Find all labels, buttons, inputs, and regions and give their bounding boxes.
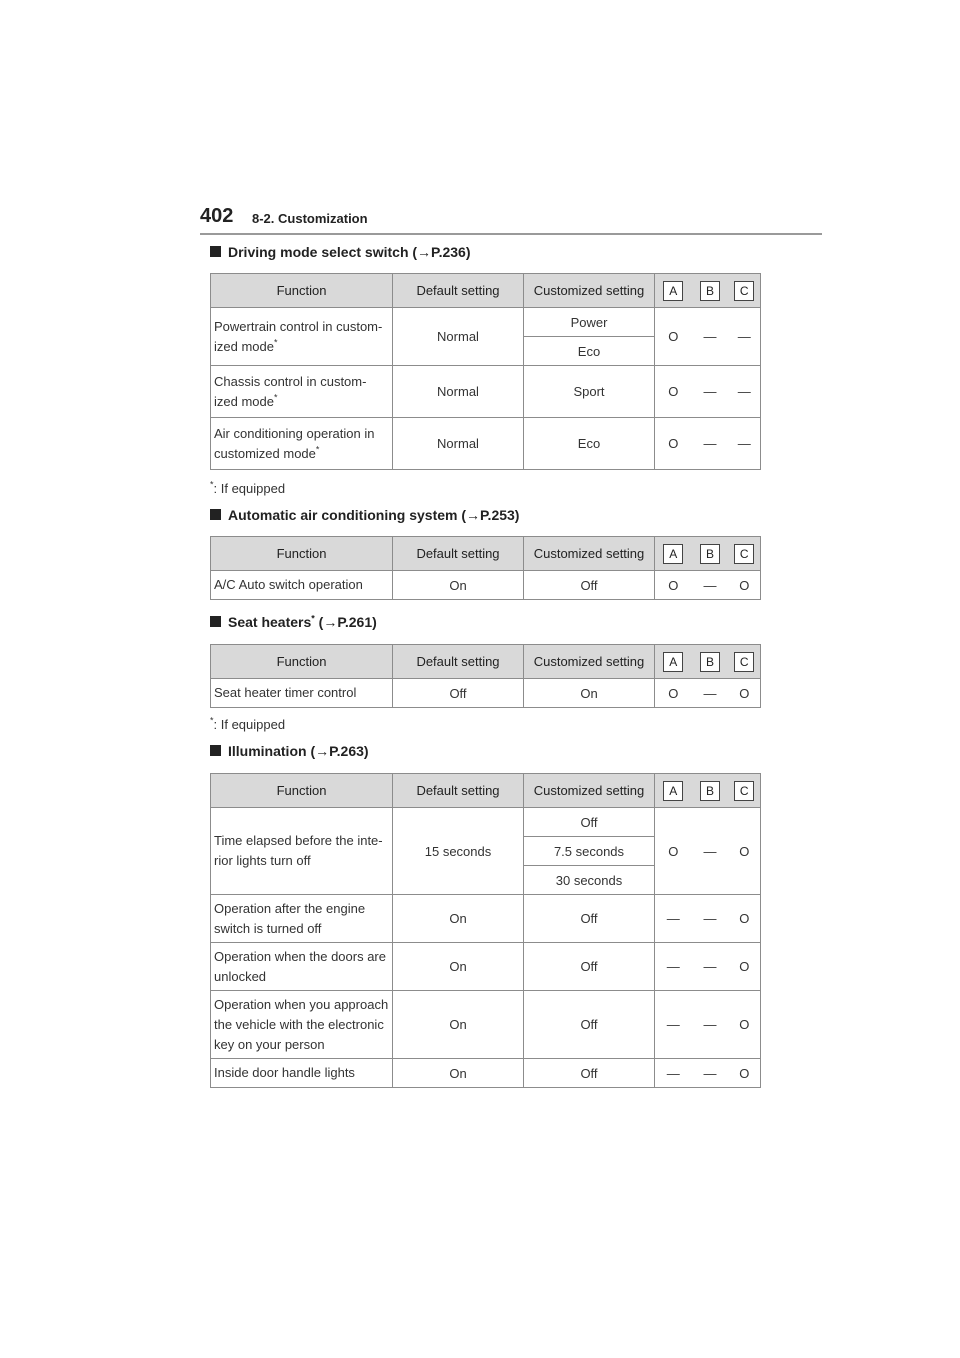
b-cell: — (692, 1059, 729, 1088)
col-custom: Customized setting (524, 774, 655, 808)
table-row (211, 895, 761, 943)
table-row (211, 808, 761, 837)
col-b-box: B (700, 281, 720, 301)
col-function: Function (211, 274, 393, 308)
col-default: Default setting (393, 774, 524, 808)
b-cell: — (692, 571, 729, 600)
col-c-box: C (734, 281, 754, 301)
default-cell: On (393, 1059, 524, 1088)
table-header-row (211, 537, 761, 571)
b-cell: — (692, 895, 729, 943)
col-b-box: B (700, 652, 720, 672)
c-cell: O (729, 571, 761, 600)
function-cell: Air conditioning operation in customized mode (214, 425, 375, 461)
function-cell: Operation after the engine switch is turned off (211, 895, 393, 943)
col-c-box: C (734, 781, 754, 801)
col-default: Default setting (393, 274, 524, 308)
col-function: Function (211, 645, 393, 679)
function-cell: Chassis control in custom-ized mode (214, 373, 367, 409)
custom-cell: Off (524, 895, 655, 943)
col-c-box: C (734, 652, 754, 672)
section-title-seat-heaters: Seat heaters* (→P.261) (210, 614, 377, 630)
col-custom: Customized setting (524, 537, 655, 571)
bullet-square-icon (210, 509, 221, 520)
custom-cell: Eco (524, 418, 655, 470)
header-rule (200, 233, 822, 235)
c-cell: — (729, 366, 761, 418)
custom-cell: Off (524, 991, 655, 1059)
custom-cell: 30 seconds (524, 866, 655, 895)
custom-cell: 7.5 seconds (524, 837, 655, 866)
section-title-air-conditioning: Automatic air conditioning system (→P.253) (210, 507, 519, 523)
col-default: Default setting (393, 645, 524, 679)
col-b-box: B (700, 781, 720, 801)
a-cell: — (655, 1059, 692, 1088)
page-header (200, 205, 368, 228)
b-cell: — (692, 808, 729, 895)
custom-cell: Off (524, 943, 655, 991)
custom-cell: Off (524, 571, 655, 600)
table-row: Powertrain control in custom-ized mode* Normal Power O — — (211, 308, 761, 337)
c-cell: O (729, 679, 761, 708)
default-cell: On (393, 943, 524, 991)
default-cell: On (393, 571, 524, 600)
driving-mode-table (210, 273, 761, 470)
a-cell: — (655, 943, 692, 991)
bullet-square-icon (210, 616, 221, 627)
section-label: 8-2. Customization (252, 211, 368, 226)
a-cell: — (655, 991, 692, 1059)
a-cell: O (655, 808, 692, 895)
col-a-box: A (663, 281, 683, 301)
col-a-box: A (663, 781, 683, 801)
a-cell: O (655, 571, 692, 600)
table-header-row (211, 274, 761, 308)
default-cell: 15 seconds (393, 808, 524, 895)
c-cell: O (729, 943, 761, 991)
col-a-box: A (663, 652, 683, 672)
a-cell: O (655, 366, 692, 418)
col-function: Function (211, 774, 393, 808)
page-number: 402 (200, 205, 234, 227)
air-conditioning-table (210, 536, 761, 600)
custom-cell: Power (524, 308, 655, 337)
a-cell: O (655, 679, 692, 708)
b-cell: — (692, 679, 729, 708)
default-cell: Off (393, 679, 524, 708)
function-cell: Operation when you approach the vehicle with the electronic key on your person (211, 991, 393, 1059)
custom-cell: Sport (524, 366, 655, 418)
seat-heaters-table (210, 644, 761, 708)
section-title-driving-mode: Driving mode select switch (→P.236) (210, 244, 471, 260)
b-cell: — (692, 943, 729, 991)
c-cell: O (729, 1059, 761, 1088)
function-cell: Powertrain control in custom-ized mode (214, 318, 383, 354)
a-cell: — (655, 895, 692, 943)
section-title-illumination: Illumination (→P.263) (210, 743, 369, 759)
function-cell: A/C Auto switch operation (211, 571, 393, 600)
illumination-table (210, 773, 761, 1088)
table-row (211, 991, 761, 1059)
a-cell: O (655, 418, 692, 470)
col-b-box: B (700, 544, 720, 564)
footnote: *: If equipped (210, 479, 286, 496)
bullet-square-icon (210, 745, 221, 756)
default-cell: On (393, 895, 524, 943)
b-cell: — (692, 366, 729, 418)
col-custom: Customized setting (524, 274, 655, 308)
col-function: Function (211, 537, 393, 571)
b-cell: — (692, 418, 729, 470)
function-cell: Time elapsed before the inte-rior lights turn off (211, 808, 393, 895)
table-row: Chassis control in custom-ized mode* Normal Sport O — — (211, 366, 761, 418)
default-cell: On (393, 991, 524, 1059)
col-a-box: A (663, 544, 683, 564)
footnote: *: If equipped (210, 715, 286, 732)
table-row (211, 943, 761, 991)
table-header-row (211, 645, 761, 679)
table-header-row (211, 774, 761, 808)
a-cell: O (655, 308, 692, 366)
bullet-square-icon (210, 246, 221, 257)
table-row (211, 571, 761, 600)
table-row (211, 1059, 761, 1088)
c-cell: O (729, 991, 761, 1059)
c-cell: — (729, 308, 761, 366)
function-cell: Seat heater timer control (211, 679, 393, 708)
table-row (211, 679, 761, 708)
col-c-box: C (734, 544, 754, 564)
c-cell: O (729, 895, 761, 943)
custom-cell: On (524, 679, 655, 708)
c-cell: O (729, 808, 761, 895)
function-cell: Operation when the doors are unlocked (211, 943, 393, 991)
col-custom: Customized setting (524, 645, 655, 679)
table-row: Air conditioning operation in customized mode* Normal Eco O — — (211, 418, 761, 470)
custom-cell: Off (524, 1059, 655, 1088)
default-cell: Normal (393, 366, 524, 418)
b-cell: — (692, 991, 729, 1059)
default-cell: Normal (393, 308, 524, 366)
b-cell: — (692, 308, 729, 366)
custom-cell: Off (524, 808, 655, 837)
default-cell: Normal (393, 418, 524, 470)
function-cell: Inside door handle lights (211, 1059, 393, 1088)
col-default: Default setting (393, 537, 524, 571)
c-cell: — (729, 418, 761, 470)
custom-cell: Eco (524, 337, 655, 366)
